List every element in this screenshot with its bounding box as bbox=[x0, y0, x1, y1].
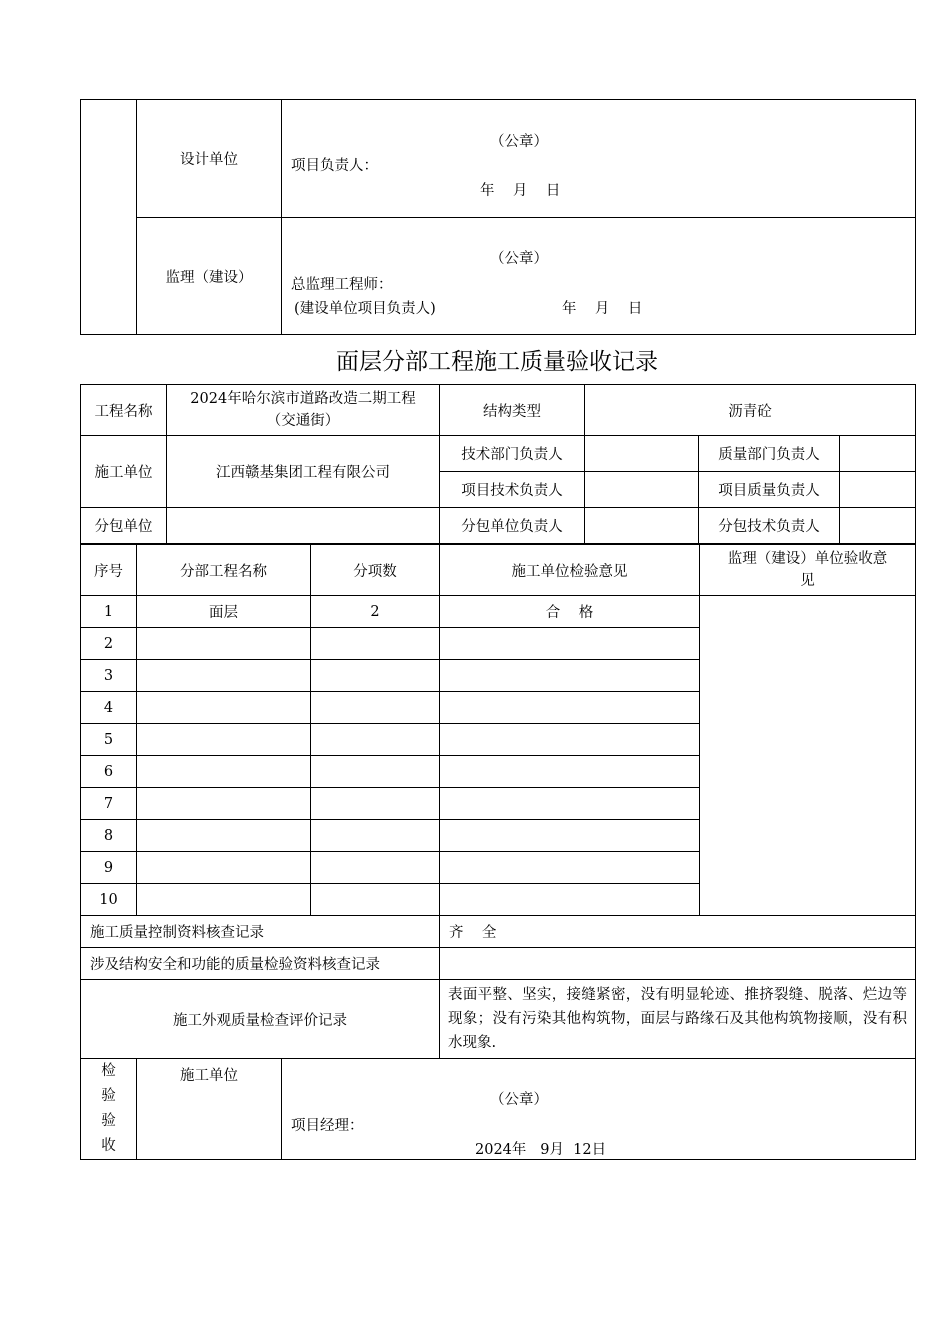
quality-control-value: 齐 全 bbox=[440, 916, 916, 948]
project-tech-head-label: 项目技术负责人 bbox=[440, 472, 585, 508]
quality-dept-head-label: 质量部门负责人 bbox=[699, 436, 840, 472]
row-name bbox=[137, 660, 311, 692]
row-count: 2 bbox=[311, 596, 440, 628]
row-count bbox=[311, 820, 440, 852]
col-supervision-line1: 监理（建设）单位验收意 bbox=[727, 551, 888, 567]
col-count-header: 分项数 bbox=[311, 545, 440, 596]
row-opinion bbox=[440, 660, 700, 692]
supervision-date: 年 月 日 bbox=[562, 301, 643, 317]
acceptance-unit-label: 施工单位 bbox=[137, 1059, 282, 1160]
row-opinion bbox=[440, 724, 700, 756]
structure-type-value: 沥青砼 bbox=[585, 385, 916, 436]
subcontractor-tech-head-label: 分包技术负责人 bbox=[699, 508, 840, 544]
vertical-char-2: 验 bbox=[101, 1088, 116, 1104]
project-tech-head-value bbox=[585, 472, 699, 508]
row-opinion bbox=[440, 788, 700, 820]
quality-dept-head-value bbox=[840, 436, 916, 472]
row-opinion bbox=[440, 884, 700, 916]
vertical-char-4: 收 bbox=[101, 1138, 116, 1154]
construction-unit-value: 江西赣基集团工程有限公司 bbox=[167, 436, 440, 508]
project-name-line1: 2024年哈尔滨市道路改造二期工程 bbox=[190, 391, 416, 407]
row-count bbox=[311, 788, 440, 820]
design-unit-label: 设计单位 bbox=[137, 100, 282, 218]
acceptance-signature-cell bbox=[282, 1059, 916, 1160]
row-name bbox=[137, 692, 311, 724]
acceptance-table bbox=[80, 1058, 916, 1160]
row-count bbox=[311, 724, 440, 756]
row-count bbox=[311, 660, 440, 692]
supervision-seal: （公章） bbox=[490, 251, 548, 267]
row-seq: 8 bbox=[81, 820, 137, 852]
table-row bbox=[81, 596, 916, 628]
page-title: 面层分部工程施工质量验收记录 bbox=[336, 349, 658, 375]
project-info-table bbox=[80, 384, 916, 544]
row-opinion bbox=[440, 692, 700, 724]
row-name: 面层 bbox=[137, 596, 311, 628]
subcontractor-value bbox=[167, 508, 440, 544]
design-seal: （公章） bbox=[490, 134, 548, 150]
project-name-line2: （交通街） bbox=[266, 413, 340, 429]
structure-type-label: 结构类型 bbox=[440, 385, 585, 436]
tech-dept-head-label: 技术部门负责人 bbox=[440, 436, 585, 472]
design-signer-label: 项目负责人： bbox=[291, 158, 378, 174]
row-seq: 2 bbox=[81, 628, 137, 660]
row-opinion: 合 格 bbox=[440, 596, 700, 628]
col-supervision-line2: 见 bbox=[800, 573, 815, 589]
col-supervision-header bbox=[700, 545, 916, 596]
row-count bbox=[311, 692, 440, 724]
project-quality-head-value bbox=[840, 472, 916, 508]
col-name-header: 分部工程名称 bbox=[137, 545, 311, 596]
row-count bbox=[311, 852, 440, 884]
acceptance-date: 2024年 9月 12日 bbox=[475, 1142, 607, 1158]
vertical-char-3: 验 bbox=[101, 1113, 116, 1129]
row-name bbox=[137, 884, 311, 916]
row-seq: 9 bbox=[81, 852, 137, 884]
row-opinion bbox=[440, 852, 700, 884]
supervision-signature-cell bbox=[282, 218, 916, 335]
construction-unit-label: 施工单位 bbox=[81, 436, 167, 508]
quality-control-label: 施工质量控制资料核查记录 bbox=[81, 916, 440, 948]
safety-function-value bbox=[440, 948, 916, 980]
row-count bbox=[311, 756, 440, 788]
row-seq: 4 bbox=[81, 692, 137, 724]
col-opinion-header: 施工单位检验意见 bbox=[440, 545, 700, 596]
owner-head-label: (建设单位项目负责人) bbox=[294, 301, 436, 317]
row-count bbox=[311, 628, 440, 660]
row-name bbox=[137, 724, 311, 756]
supervision-opinion-cell bbox=[700, 596, 916, 916]
subproject-list-table bbox=[80, 544, 916, 1059]
project-quality-head-label: 项目质量负责人 bbox=[699, 472, 840, 508]
row-name bbox=[137, 788, 311, 820]
design-unit-signature-cell bbox=[282, 100, 916, 218]
row-seq: 1 bbox=[81, 596, 137, 628]
row-count bbox=[311, 884, 440, 916]
project-name-value bbox=[167, 385, 440, 436]
subcontractor-tech-head-value bbox=[840, 508, 916, 544]
row-name bbox=[137, 628, 311, 660]
row-opinion bbox=[440, 820, 700, 852]
col-seq-header: 序号 bbox=[81, 545, 137, 596]
acceptance-seal: （公章） bbox=[490, 1092, 548, 1108]
row-name bbox=[137, 756, 311, 788]
supervision-unit-label: 监理（建设） bbox=[137, 218, 282, 335]
subcontractor-head-value bbox=[585, 508, 699, 544]
subcontractor-head-label: 分包单位负责人 bbox=[440, 508, 585, 544]
acceptance-vertical-label bbox=[81, 1059, 137, 1160]
row-seq: 5 bbox=[81, 724, 137, 756]
appearance-value: 表面平整、坚实，接缝紧密，没有明显轮迹、推挤裂缝、脱落、烂边等现象；没有污染其他构筑物，面层与路缘石及其他构筑物接顺，没有积水现象. bbox=[440, 980, 916, 1059]
blank-left-cell bbox=[81, 100, 137, 335]
row-opinion bbox=[440, 628, 700, 660]
top-signature-table bbox=[80, 99, 916, 335]
row-seq: 10 bbox=[81, 884, 137, 916]
tech-dept-head-value bbox=[585, 436, 699, 472]
project-manager-label: 项目经理： bbox=[291, 1118, 364, 1134]
safety-function-label: 涉及结构安全和功能的质量检验资料核查记录 bbox=[81, 948, 440, 980]
appearance-label: 施工外观质量检查评价记录 bbox=[81, 980, 440, 1059]
vertical-char-1: 检 bbox=[101, 1063, 116, 1079]
row-name bbox=[137, 820, 311, 852]
row-seq: 7 bbox=[81, 788, 137, 820]
row-name bbox=[137, 852, 311, 884]
row-opinion bbox=[440, 756, 700, 788]
subcontractor-label: 分包单位 bbox=[81, 508, 167, 544]
chief-engineer-label: 总监理工程师： bbox=[291, 277, 393, 293]
project-name-label: 工程名称 bbox=[81, 385, 167, 436]
row-seq: 6 bbox=[81, 756, 137, 788]
design-date: 年 月 日 bbox=[480, 183, 561, 199]
row-seq: 3 bbox=[81, 660, 137, 692]
